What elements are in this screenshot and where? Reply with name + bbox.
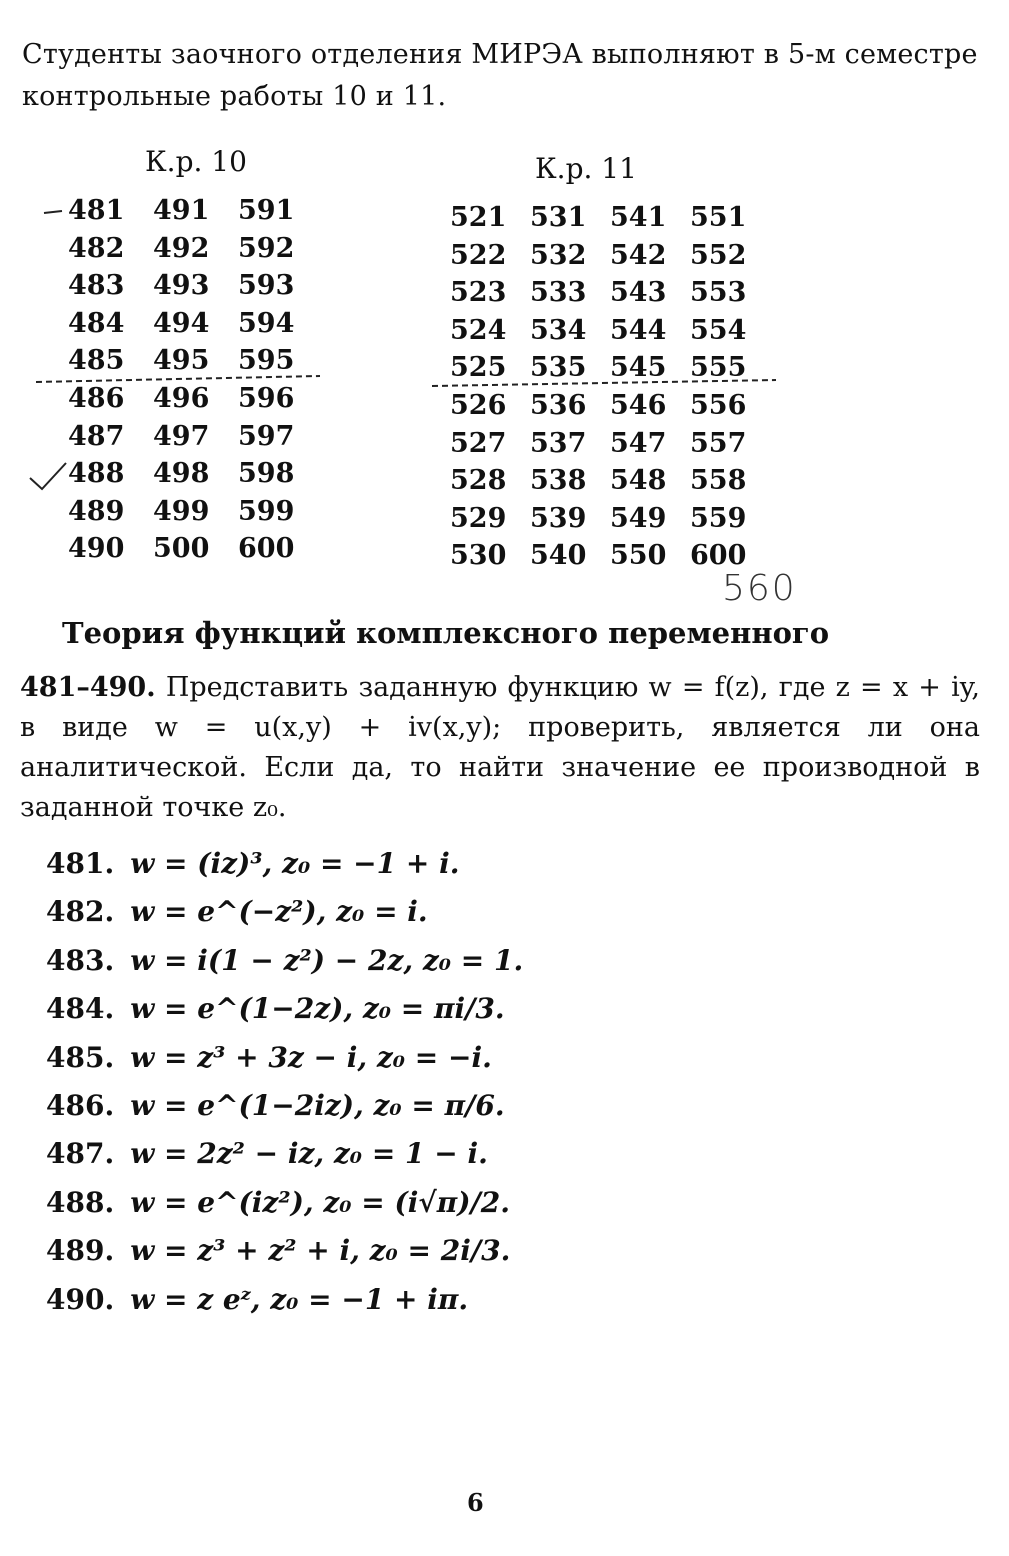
kr10-problem-number: 599 [238, 495, 295, 527]
kr11-problem-number: 529 [450, 502, 507, 534]
problem-item [46, 888, 523, 936]
kr11-problem-number: 557 [690, 427, 747, 459]
statement-range: 481–490. [20, 672, 156, 703]
kr11-problem-number: 559 [690, 502, 747, 534]
check-mark [30, 463, 66, 489]
problem-list [46, 840, 523, 1324]
problem-formula: w = e^(iz²), z₀ = (i√π)/2. [130, 1185, 510, 1219]
section-title: Теория функций комплексного переменного [62, 616, 830, 650]
kr10-problem-number: 490 [68, 533, 125, 565]
dash-mark [44, 211, 62, 213]
kr11-problem-number: 523 [450, 277, 507, 309]
problem-formula: w = e^(1−2iz), z₀ = π/6. [130, 1088, 505, 1122]
kr11-problem-number: 522 [450, 239, 507, 271]
kr11-problem-number: 532 [530, 239, 587, 271]
kr11-problem-number: 542 [610, 239, 667, 271]
intro-paragraph: Студенты заочного отделения МИРЭА выполняют в 5-м семестре контрольные работы 10 и 11. [22, 39, 978, 112]
handwritten-note: 560 [722, 568, 797, 609]
kr10-problem-number: 489 [68, 495, 125, 527]
problem-item [46, 840, 523, 888]
problem-formula: w = 2z² − iz, z₀ = 1 − i. [130, 1137, 488, 1171]
kr10-problem-number: 591 [238, 195, 295, 226]
kr11-problem-number: 541 [610, 202, 667, 233]
problem-number: 485. [46, 1040, 115, 1074]
problem-number: 483. [46, 943, 115, 977]
kr11-problem-number: 538 [530, 465, 587, 497]
kr10-problem-number: 494 [153, 307, 210, 339]
kr10-problem-number: 484 [68, 307, 125, 339]
kr11-problem-number: 539 [530, 502, 587, 534]
kr11-problem-number: 549 [610, 502, 667, 534]
page-number: 6 [467, 1488, 484, 1517]
kr11-title: К.р. 11 [535, 152, 637, 185]
pen-marks [0, 0, 1009, 620]
kr11-problem-number: 548 [610, 465, 667, 497]
kr10-problem-number: 497 [153, 420, 210, 452]
kr10-problem-number: 491 [153, 195, 210, 226]
kr10-problem-number: 481 [68, 195, 125, 226]
kr10-problem-number: 600 [238, 533, 295, 565]
problem-number: 490. [46, 1282, 115, 1316]
kr11-problem-number: 544 [610, 314, 667, 346]
kr11-problem-number: 524 [450, 314, 507, 346]
kr11-problem-number: 600 [690, 540, 747, 572]
kr11-problem-number: 556 [690, 389, 747, 421]
kr11-problem-number: 550 [610, 540, 667, 572]
kr10-problem-number: 596 [238, 382, 295, 414]
problem-number: 484. [46, 992, 115, 1026]
problem-item [46, 1179, 523, 1227]
problem-formula: w = z³ + 3z − i, z₀ = −i. [130, 1040, 492, 1074]
kr11-problem-number: 540 [530, 540, 587, 572]
problem-number: 486. [46, 1088, 115, 1122]
kr10-problem-number: 498 [153, 458, 210, 490]
kr11-problem-number: 558 [690, 465, 747, 497]
kr10-problem-number: 485 [68, 345, 125, 377]
kr11-problem-number: 537 [530, 427, 587, 459]
kr11-problem-number: 530 [450, 540, 507, 572]
kr10-problem-number: 592 [238, 232, 295, 264]
kr10-problem-number: 598 [238, 458, 295, 490]
kr10-problem-number: 493 [153, 270, 210, 302]
kr11-problem-number: 536 [530, 389, 587, 421]
problem-item [46, 1227, 523, 1275]
kr10-problem-number: 488 [68, 458, 125, 490]
problem-item [46, 985, 523, 1033]
problem-formula: w = e^(1−2z), z₀ = πi/3. [130, 992, 505, 1026]
problem-item [46, 1276, 523, 1324]
statement-text: Представить заданную функцию w = f(z), где z = x + iy, в виде w = u(x,y) + iv(x,y); проверить, является ли она аналитической. Если да, то найти значение ее производной в заданной точке z₀. [20, 672, 980, 823]
kr10-problem-number: 492 [153, 232, 210, 264]
kr10-problem-number: 495 [153, 345, 210, 377]
problem-number: 489. [46, 1234, 115, 1268]
separator-line-left [36, 376, 320, 382]
kr10-problem-number: 483 [68, 270, 125, 302]
kr10-problem-number: 594 [238, 307, 295, 339]
kr11-problem-number: 534 [530, 314, 587, 346]
problem-item [46, 937, 523, 985]
kr11-problem-number: 526 [450, 389, 507, 421]
kr11-problem-number: 551 [690, 202, 747, 233]
kr10-problem-number: 595 [238, 345, 295, 377]
kr10-problem-number: 487 [68, 420, 125, 452]
kr10-problem-number: 496 [153, 382, 210, 414]
kr11-problem-number: 555 [690, 352, 747, 384]
problem-formula: w = i(1 − z²) − 2z, z₀ = 1. [130, 943, 524, 977]
kr10-problem-number: 499 [153, 495, 210, 527]
kr11-problem-number: 554 [690, 314, 747, 346]
problem-number: 482. [46, 895, 115, 929]
problem-formula: w = (iz)³, z₀ = −1 + i. [130, 847, 460, 880]
problem-formula: w = z³ + z² + i, z₀ = 2i/3. [130, 1234, 511, 1268]
problem-formula: w = e^(−z²), z₀ = i. [130, 895, 428, 929]
kr11-problem-number: 527 [450, 427, 507, 459]
kr11-problem-number: 543 [610, 277, 667, 309]
kr10-problem-number: 486 [68, 382, 125, 414]
problem-number: 488. [46, 1185, 115, 1219]
kr11-problem-number: 552 [690, 239, 747, 271]
kr11-problem-number: 553 [690, 277, 747, 309]
kr10-problem-number: 500 [153, 533, 210, 565]
problem-formula: w = z eᶻ, z₀ = −1 + iπ. [130, 1282, 469, 1316]
problem-item [46, 1034, 523, 1082]
problem-item [46, 1082, 523, 1130]
kr10-problem-number: 593 [238, 270, 295, 302]
kr11-problem-number: 547 [610, 427, 667, 459]
kr11-problem-number: 525 [450, 352, 507, 384]
separator-line-right [432, 380, 776, 386]
kr11-problem-number: 528 [450, 465, 507, 497]
problem-number: 487. [46, 1137, 115, 1171]
kr10-problem-number: 482 [68, 232, 125, 264]
problem-statement [20, 668, 980, 828]
kr10-title: К.р. 10 [145, 145, 247, 178]
problem-number: 481. [46, 847, 115, 880]
kr11-problem-number: 535 [530, 352, 587, 384]
kr11-problem-number: 521 [450, 202, 507, 233]
kr10-problem-number: 597 [238, 420, 295, 452]
problem-item [46, 1130, 523, 1178]
kr11-problem-number: 531 [530, 202, 587, 233]
kr11-problem-number: 533 [530, 277, 587, 309]
kr11-problem-number: 545 [610, 352, 667, 384]
kr11-problem-number: 546 [610, 389, 667, 421]
